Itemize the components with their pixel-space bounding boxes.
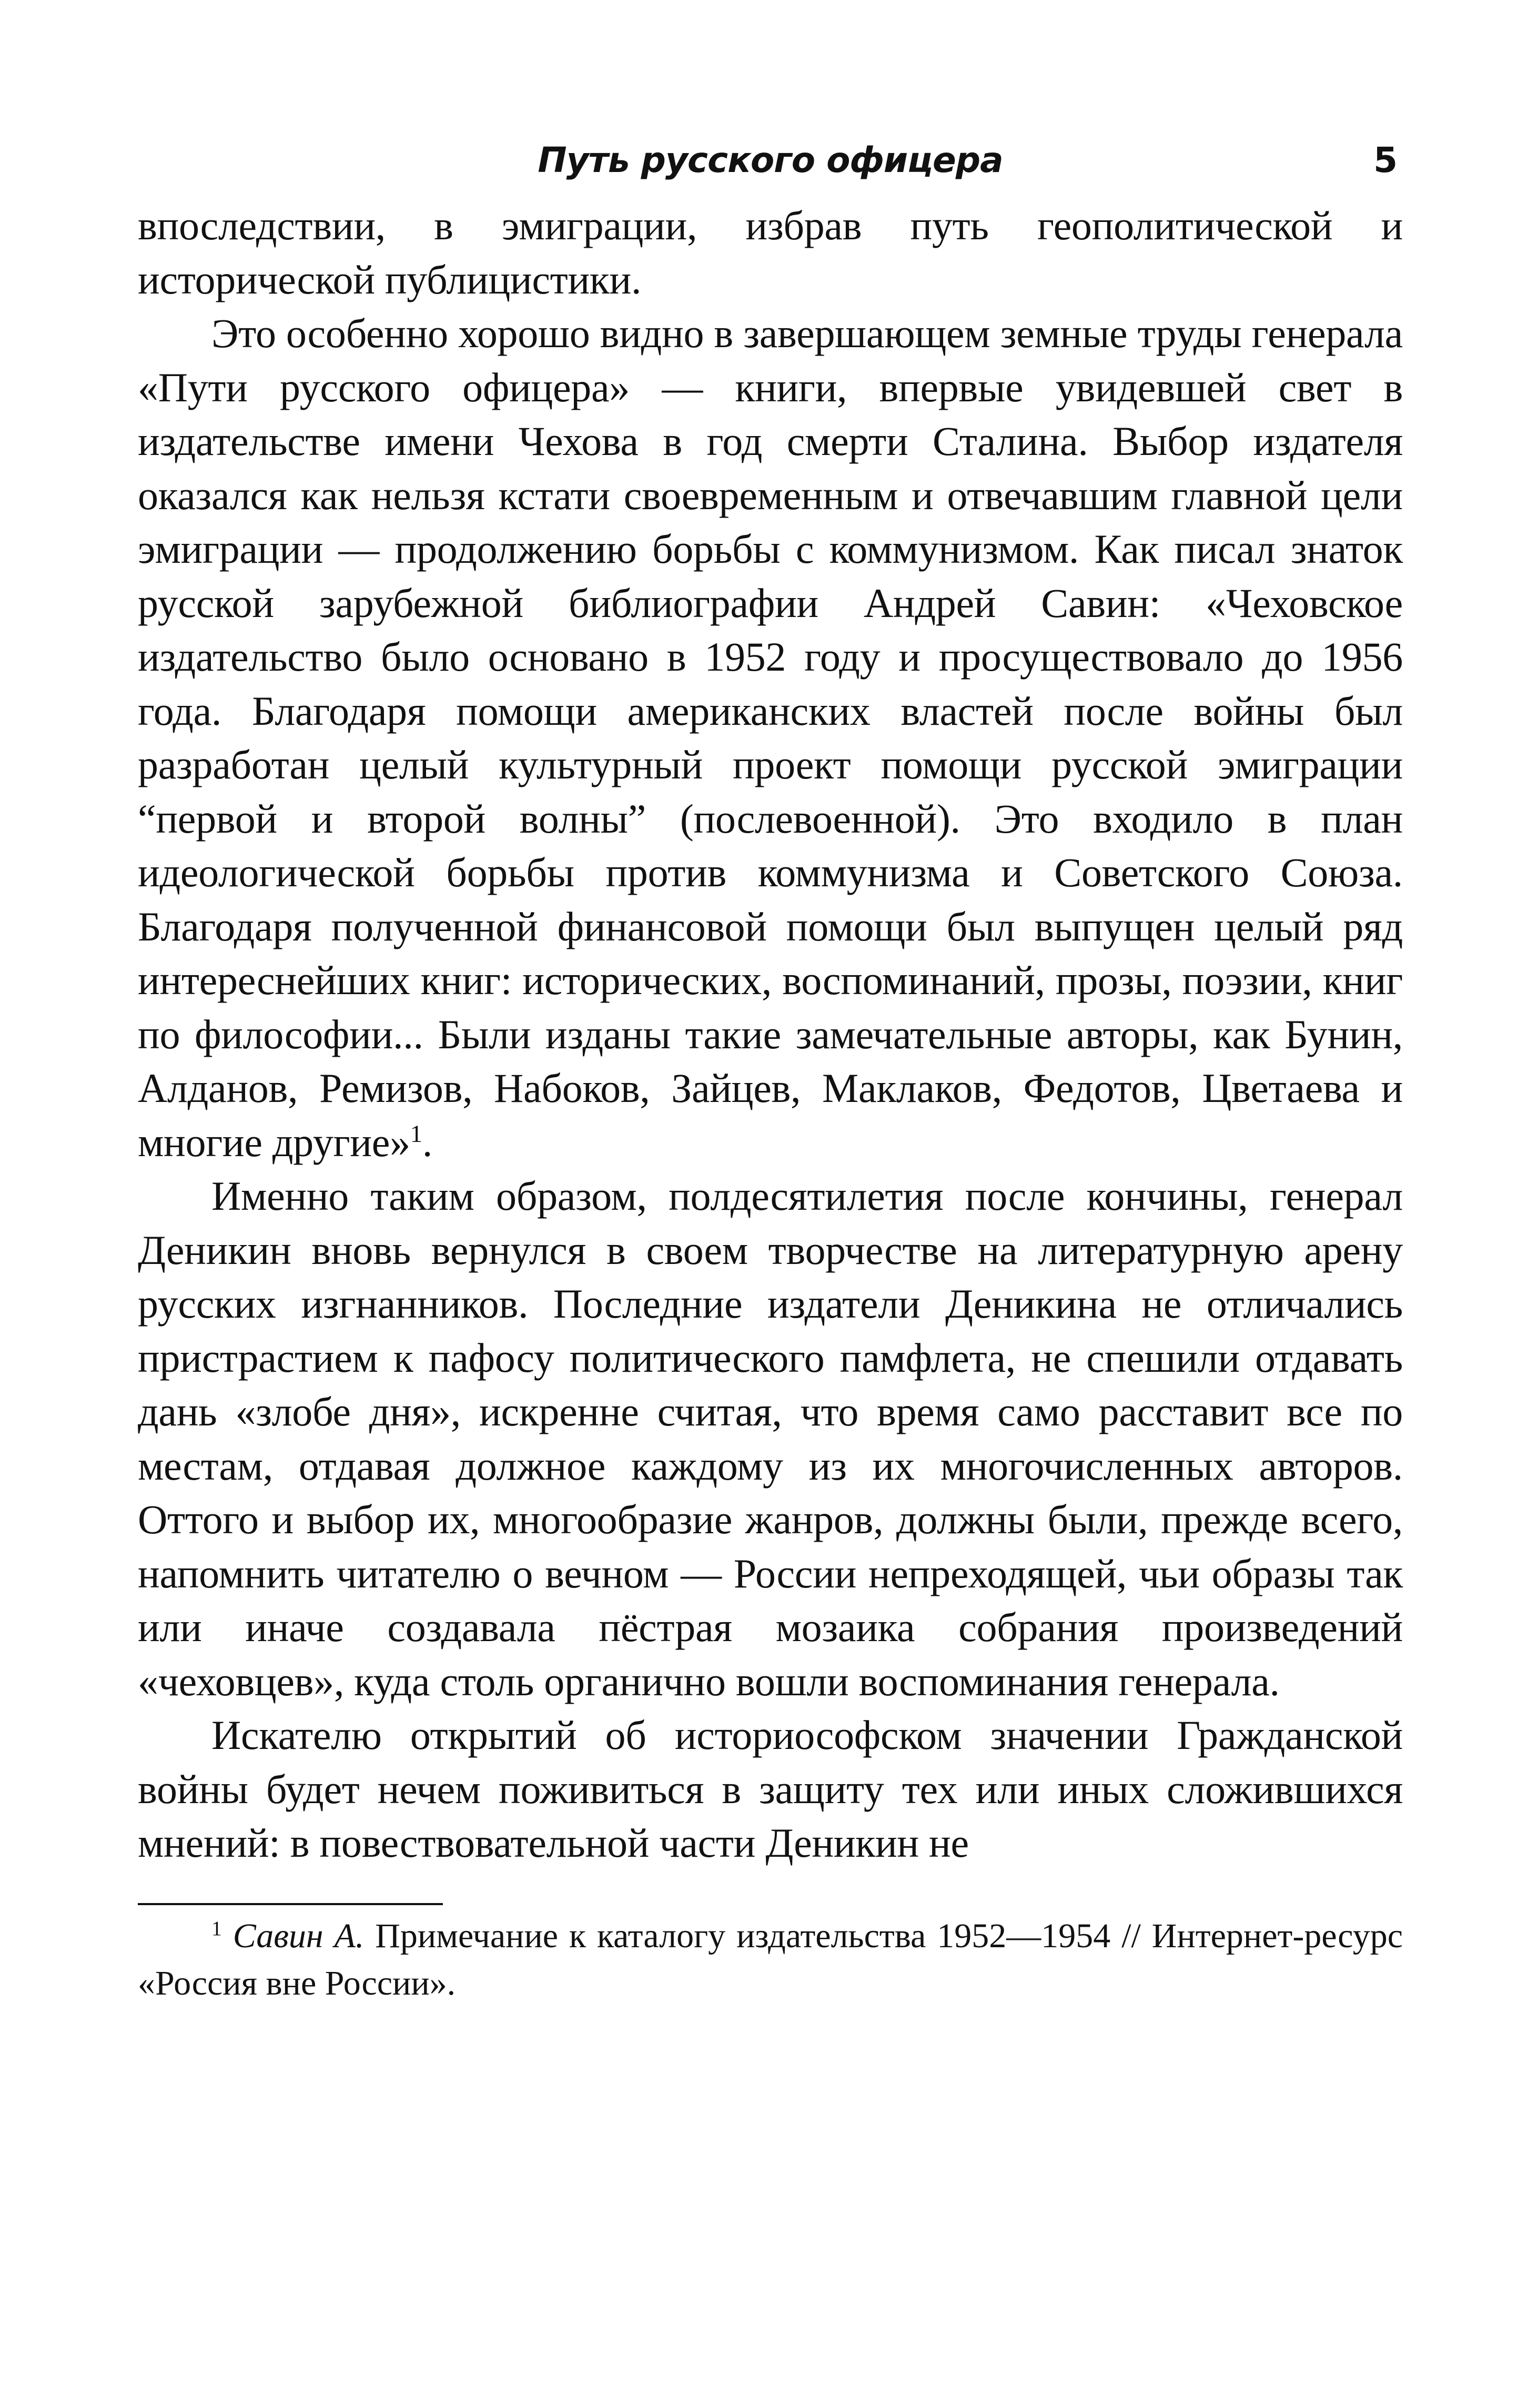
footnote-author: Савин А. — [232, 1916, 365, 1955]
running-title: Путь русского офицера — [538, 140, 1003, 180]
paragraph-4: Искателю открытий об историософском значении Гражданской войны будет нечем поживиться в защиту тех или иных сложившихся мнений: в повествовательной части Деникин не — [138, 1712, 1403, 1866]
paragraph-2: Это особенно хорошо видно в завершающем земные труды генерала «Пути русского офицера» — книги, впервые увидевшей свет в издательстве имени Чехова в год смерти Сталина. Выбор издателя оказался как нельзя кстати своевременным и отвечавшим главной цели эмиграции — продолжению борьбы с коммунизмом. Как писал знаток русской зарубежной библиографии Андрей Савин: «Чеховское издательство было основано в 1952 году и просуществовало до 1956 года. Благодаря помощи американских властей после войны был разработан целый культурный проект помощи русской эмиграции “первой и второй волны” (послевоенной). Это входило в план идеологической борьбы против коммунизма и Советского Союза. Благодаря полученной финансовой помощи был выпущен целый ряд интереснейших книг: исторических, воспоминаний, прозы, поэзии, книг по философии... Были изданы такие замечательные авторы, как Бунин, Алданов, Ремизов, Набоков, Зайцев, Маклаков, Федотов, Цветаева и многие другие»$^1$. — [138, 310, 1403, 1165]
book-page — [138, 131, 1403, 2341]
footnote-marker: 1 — [211, 1916, 222, 1940]
footnote — [138, 1913, 1403, 2007]
running-header — [138, 131, 1403, 189]
footnote-divider — [138, 1903, 443, 1905]
paragraph-2-text: Это особенно хорошо видно в завершающем земные труды генерала «Пути русского офицера» — книги, впервые увидевшей свет в издательстве имени Чехова в год смерти Сталина. Выбор издателя оказался как нельзя кстати своевременным и отвечавшим главной цели эмиграции — продолжению борьбы с коммунизмом. Как писал знаток русской зарубежной библиографии Андрей Савин: «Чеховское издательство было основано в 1952 году и просуществовало до 1956 года. Благодаря помощи американских властей после войны был разработан целый культурный проект помощи русской эмиграции “первой и второй волны” (послевоенной). Это входило в план идеологической борьбы против коммунизма и Советского Союза. Благодаря полученной финансовой помощи был выпущен целый ряд интереснейших книг: исторических, воспоминаний, прозы, поэзии, книг по философии... Были изданы такие замечательные авторы, как Бунин, Алданов, Ремизов, Набоков, Зайцев, Маклаков, Федотов, Цветаева и многие другие» — [138, 310, 1403, 1165]
paragraph-3: Именно таким образом, полдесятилетия после кончины, генерал Деникин вновь вернулся в своем творчестве на литературную арену русских изгнанников. Последние издатели Деникина не отличались пристрастием к пафосу политического памфлета, не спешили отдавать дань «злобе дня», искренне считая, что время само расставит все по местам, отдавая должное каждому из их многочисленных авторов. Оттого и выбор их, многообразие жанров, должны были, прежде всего, напомнить читателю о вечном — России непреходящей, чьи образы так или иначе создавала пёстрая мозаика собрания произведений «чеховцев», куда столь органично вошли воспоминания генерала. — [138, 1173, 1403, 1704]
paragraph-1: впоследствии, в эмиграции, избрав путь геополитической и исторической публицистики. — [138, 203, 1403, 302]
footnote-reference: 1 — [410, 1120, 422, 1148]
footnote-text: Примечание к каталогу издательства 1952—1954 // Интернет-ресурс «Россия вне России». — [138, 1916, 1403, 2002]
page-number: 5 — [1373, 140, 1398, 180]
body-text — [138, 199, 1403, 1870]
